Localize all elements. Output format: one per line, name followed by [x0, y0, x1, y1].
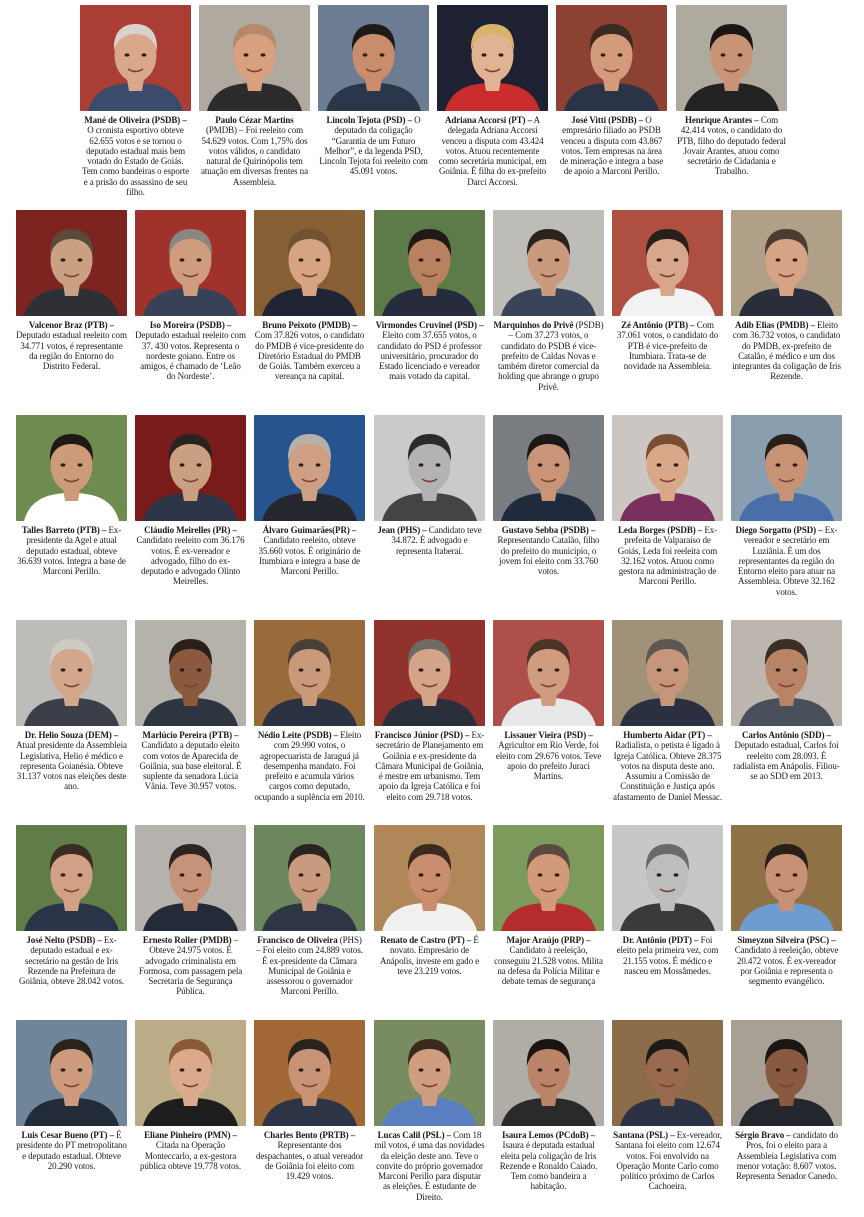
portrait-eye-right — [197, 258, 202, 261]
deputy-photo — [731, 620, 842, 726]
deputy-photo — [493, 210, 604, 316]
portrait-eye-left — [180, 1068, 185, 1071]
deputy-description: Isaura é deputada estadual eleita pela coligação de Iris Rezende e Ronaldo Caiado. Tem como bandeira a habitação. — [499, 1140, 598, 1192]
deputy-profile — [16, 620, 127, 792]
portrait-eye-right — [316, 463, 321, 466]
portrait-eye-right — [78, 873, 83, 876]
deputy-caption — [731, 525, 842, 597]
portrait-eye-left — [419, 668, 424, 671]
deputy-description: Representante dos despachantes, o atual vereador de Goiânia foi eleito com 19.429 votos. — [256, 1140, 363, 1182]
deputy-profile — [374, 620, 485, 802]
portrait-eye-right — [78, 668, 83, 671]
deputy-photo — [254, 620, 365, 726]
deputy-caption — [556, 115, 667, 177]
portrait-eye-right — [142, 53, 147, 56]
portrait-eye-right — [555, 668, 560, 671]
deputy-name: Francisco Júnior (PSD) – — [374, 730, 470, 740]
deputy-photo — [374, 415, 485, 521]
deputy-photo — [731, 210, 842, 316]
deputy-name: Adib Elias (PMDB) – — [735, 320, 815, 330]
portrait-eye-right — [793, 668, 798, 671]
deputy-photo — [254, 1020, 365, 1126]
deputy-name: Francisco de Oliveira — [257, 935, 338, 945]
deputy-name: Marlúcio Pereira (PTB) – — [142, 730, 239, 740]
deputy-description: O empresário filiado ao PSDB venceu a disputa com 43.867 votos. Tem empresas na área de mineração e integra a base de apoio a Marconi Perillo. — [559, 115, 664, 177]
deputy-description: Ex-deputado estadual e ex-secretário na gestão de Iris Rezende na Prefeitura de Goiânia, obteve 28.042 votos. — [18, 935, 125, 987]
deputy-caption — [135, 525, 246, 587]
deputy-photo — [374, 210, 485, 316]
deputy-name: Valcenor Braz (PTB) – — [28, 320, 115, 330]
deputy-description: Ex-vereador, Santana foi eleito com 12.674 votos. Foi envolvido na Operação Monte Carlo como político próximo de Carlos Cachoeira. — [615, 1130, 722, 1192]
deputy-profile — [676, 5, 787, 177]
portrait-eye-left — [180, 668, 185, 671]
deputy-description: Candidato teve 34.872. É advogado e representa Itaberaí. — [391, 525, 482, 556]
deputy-name: Lincoln Tejota (PSD) – — [326, 115, 412, 125]
deputy-profile — [612, 620, 723, 802]
deputy-photo — [556, 5, 667, 111]
deputy-caption — [612, 320, 723, 371]
deputy-name: Adriana Accorsi (PT) – — [444, 115, 532, 125]
portrait-eye-left — [180, 873, 185, 876]
deputy-photo — [374, 620, 485, 726]
portrait-eye-left — [776, 1068, 781, 1071]
deputy-caption — [731, 730, 842, 781]
deputy-description: (PHS) – Foi eleito com 24.889 votos. É ex-presidente da Câmara Municipal de Goiânia e assessorou o governador Marconi Perillo. — [256, 935, 363, 997]
portrait-eye-right — [78, 463, 83, 466]
deputy-name: Isaura Lemos (PCdoB) – — [501, 1130, 596, 1140]
deputy-caption — [80, 115, 191, 197]
deputy-caption — [374, 525, 485, 556]
portrait-eye-left — [180, 463, 185, 466]
deputy-photo — [374, 825, 485, 931]
deputy-name: Charles Bento (PRTB) – — [263, 1130, 356, 1140]
deputy-caption — [374, 935, 485, 976]
deputy-name: Jean (PHS) – — [377, 525, 427, 535]
deputy-description: Com 37.061 votos, o candidato do PTB é vice-prefeito de Itumbiara. Trata-se de novidade na Assembleia. — [616, 320, 719, 372]
deputy-description: Citada na Operação Monteccarlo, a ex-gestora pública obteve 19.778 votos. — [140, 1140, 241, 1171]
deputy-description: Foi eleito pela primeira vez, com 21.155 votos. É médico e nasceu em Mossâmedes. — [616, 935, 719, 976]
deputy-name: Álvaro Guimarães(PR) – — [262, 525, 357, 535]
deputy-description: É novato. Empresário de Anápolis, investe em gado e teve 23.219 votos. — [379, 935, 480, 976]
deputy-profile — [612, 415, 723, 587]
deputy-photo — [374, 1020, 485, 1126]
deputy-name: Lissauer Vieira (PSD) – — [504, 730, 593, 740]
portrait-eye-right — [618, 53, 623, 56]
deputy-name: Renato de Castro (PT) – — [380, 935, 472, 945]
deputy-description: Candidato reeleito com 36.176 votos. É ex-vereador e advogado, filho do ex-deputado e advogado Olinto Meirelles. — [136, 535, 245, 587]
portrait-eye-right — [197, 873, 202, 876]
deputy-caption — [16, 525, 127, 576]
deputy-photo — [254, 210, 365, 316]
portrait-eye-right — [436, 668, 441, 671]
deputy-photo — [731, 1020, 842, 1126]
deputy-photo — [16, 825, 127, 931]
deputy-description: Eleito com 36.732 votos, o candidato do PMDB, ex-prefeito de Catalão, é médico e um dos integrantes da coligação de Iris Rezende. — [732, 320, 841, 382]
deputy-name: Sérgio Bravo – — [735, 1130, 791, 1140]
deputy-photo — [731, 415, 842, 521]
deputy-profile — [254, 620, 365, 802]
portrait-eye-left — [419, 873, 424, 876]
portrait-eye-left — [299, 873, 304, 876]
portrait-eye-right — [738, 53, 743, 56]
portrait-eye-right — [793, 258, 798, 261]
deputy-photo — [493, 620, 604, 726]
deputy-description: Representando Catalão, filho do prefeito do município, o jovem foi eleito com 33.760 votos. — [497, 535, 600, 577]
deputy-photo — [16, 210, 127, 316]
deputy-profile — [493, 210, 604, 392]
deputy-caption — [16, 730, 127, 792]
deputy-caption — [135, 730, 246, 792]
deputy-profile — [612, 210, 723, 371]
deputy-photo — [612, 1020, 723, 1126]
deputy-description: Deputado estadual reeleito com 34.771 votos, é representante da região do Entorno do Distrito Federal. — [16, 330, 127, 372]
portrait-eye-left — [125, 53, 130, 56]
deputy-profile — [135, 210, 246, 382]
portrait-eye-right — [78, 1068, 83, 1071]
deputy-photo — [254, 415, 365, 521]
portrait-eye-left — [538, 668, 543, 671]
deputy-caption — [493, 525, 604, 576]
deputy-profile — [318, 5, 429, 177]
portrait-eye-left — [657, 463, 662, 466]
deputy-caption — [612, 935, 723, 976]
deputy-profile — [16, 415, 127, 576]
portrait-eye-left — [776, 668, 781, 671]
deputy-name: Marquinhos do Privê — [493, 320, 574, 330]
deputy-name: Santana (PSL) – — [613, 1130, 675, 1140]
deputy-caption — [437, 115, 548, 187]
deputy-name: Simeyzon Silveira (PSC) – — [737, 935, 836, 945]
portrait-eye-left — [538, 463, 543, 466]
deputy-description: Ex-secretário de Planejamento em Goiânia e ex-presidente da Câmara Municipal de Goiânia, é mestre em urbanismo. Tem apoio da Igreja Católica e foi eleito com 29.718 votos. — [375, 730, 485, 802]
deputy-photo — [493, 415, 604, 521]
portrait-eye-right — [674, 873, 679, 876]
deputy-photo — [612, 825, 723, 931]
deputy-description: O cronista esportivo obteve 62.655 votos e se tornou o deputado estadual mais bem votado do Estado de Goiás. Tem como bandeiras o esporte e a prisão do assassino de seu filho. — [81, 125, 190, 198]
deputy-profile — [493, 1020, 604, 1192]
portrait-eye-right — [78, 258, 83, 261]
portrait-eye-right — [261, 53, 266, 56]
deputy-photo — [612, 210, 723, 316]
deputy-name: Zé Antônio (PTB) – — [621, 320, 695, 330]
deputy-profile — [556, 5, 667, 177]
deputy-photo — [731, 825, 842, 931]
deputy-description: Atual presidente da Assembleia Legislativa, Helio é médico e representa Goianésia. Obteve 31.137 votos nas eleições deste ano. — [16, 740, 127, 792]
portrait-eye-right — [436, 1068, 441, 1071]
deputy-caption — [254, 730, 365, 802]
portrait-eye-left — [419, 463, 424, 466]
portrait-eye-right — [436, 873, 441, 876]
deputy-photo — [135, 415, 246, 521]
deputy-profile — [731, 620, 842, 781]
deputy-description: Eleito com 29.990 votos, o agropecuarista de Jaraguá já desempenha mandato. Foi prefeito e acumula vários cargos como deputado, ocupando a suplência em 2010. — [254, 730, 365, 802]
deputy-profile — [135, 1020, 246, 1171]
deputy-name: Virmondes Cruvinel (PSD) – — [375, 320, 484, 330]
deputy-name: Leda Borges (PSDB) – — [617, 525, 703, 535]
deputy-caption — [135, 1130, 246, 1171]
portrait-eye-left — [657, 668, 662, 671]
portrait-eye-right — [674, 1068, 679, 1071]
deputy-profile — [80, 5, 191, 197]
deputy-profile — [374, 210, 485, 382]
deputy-caption — [254, 935, 365, 997]
portrait-eye-left — [601, 53, 606, 56]
portrait-eye-right — [674, 258, 679, 261]
deputy-photo — [16, 620, 127, 726]
deputy-caption — [254, 1130, 365, 1181]
deputy-photo — [135, 210, 246, 316]
portrait-eye-left — [244, 53, 249, 56]
deputy-photo — [437, 5, 548, 111]
deputy-profile — [374, 1020, 485, 1202]
deputy-photo — [135, 825, 246, 931]
deputy-profile — [16, 825, 127, 986]
deputy-name: Diego Sorgatto (PSD) – — [735, 525, 823, 535]
portrait-eye-left — [419, 1068, 424, 1071]
deputy-name: Carlos Antônio (SDD) – — [741, 730, 832, 740]
portrait-eye-right — [197, 668, 202, 671]
deputy-description: (PMDB) – Foi reeleito com 54.629 votos. Com 1,75% dos votos válidos, o candidato natural de Quirinópolis tem atuação em diversas frentes na Assembleia. — [201, 125, 308, 187]
portrait-eye-left — [61, 258, 66, 261]
deputy-description: (PSDB) – Com 37.273 votos, o candidato do PSDB é vice-prefeito de Caldas Novas e também diretor comercial da holding que abrange o grupo Privê. — [497, 320, 604, 392]
deputy-profile — [374, 415, 485, 556]
portrait-eye-left — [538, 1068, 543, 1071]
portrait-eye-right — [555, 873, 560, 876]
portrait-eye-right — [793, 873, 798, 876]
deputy-profile — [374, 825, 485, 976]
deputy-name: Talles Barreto (PTB) – — [21, 525, 107, 535]
deputy-photo — [254, 825, 365, 931]
portrait-eye-left — [61, 1068, 66, 1071]
deputy-description: Candidato reeleito, obteve 35.660 votos. É originário de Itumbiara e integra a base de Marconi Perillo. — [258, 535, 361, 577]
portrait-eye-right — [316, 668, 321, 671]
portrait-eye-left — [61, 463, 66, 466]
deputy-profile — [135, 620, 246, 792]
deputy-profile — [135, 415, 246, 587]
portrait-eye-right — [316, 1068, 321, 1071]
deputy-name: Gustavo Sebba (PSDB) – — [501, 525, 596, 535]
deputy-caption — [612, 525, 723, 587]
deputy-name: Cláudio Meirelles (PR) – — [144, 525, 237, 535]
deputy-caption — [318, 115, 429, 177]
deputy-description: Ex-vereador e secretário em Luziânia. É um dos representantes da região do Entorno eleito para atuar na Assembleia. Obteve 32.162 votos. — [737, 525, 838, 597]
portrait-eye-right — [316, 258, 321, 261]
deputy-description: É presidente do PT metropolitano e deputado estadual. Obteve 20.290 votos. — [16, 1130, 127, 1171]
portrait-eye-right — [793, 463, 798, 466]
deputy-description: Com 42.414 votos, o candidato do PTB, filho do deputado federal Jovair Arantes, atuou como secretário de Cidadania e Trabalho. — [677, 115, 786, 177]
deputy-photo — [16, 415, 127, 521]
portrait-eye-left — [61, 873, 66, 876]
deputy-profile — [612, 825, 723, 976]
deputy-description: Candidato a deputado eleito com votos de Aparecida de Goiânia, sua base eleitoral. É suplente da senadora Lúcia Vânia. Teve 30.957 votos. — [139, 740, 242, 792]
portrait-eye-left — [776, 463, 781, 466]
deputy-caption — [16, 935, 127, 986]
deputy-description: Ex-presidente da Agel e atual deputado estadual, obteve 36.639 votos. Integra a base de Marconi Perillo. — [17, 525, 126, 577]
portrait-eye-left — [299, 668, 304, 671]
deputy-description: candidato do Pros, foi o eleito para a Assembleia Legislativa com menor votação: 8.607 votos. Representa Senador Canedo. — [735, 1130, 838, 1182]
portrait-eye-left — [538, 258, 543, 261]
deputy-profile — [493, 415, 604, 576]
portrait-eye-right — [197, 1068, 202, 1071]
deputy-caption — [731, 320, 842, 382]
deputy-caption — [493, 1130, 604, 1192]
portrait-eye-right — [674, 463, 679, 466]
deputy-name: Mané de Oliveira (PSDB) – — [84, 115, 187, 125]
portrait-eye-right — [555, 463, 560, 466]
deputy-caption — [731, 1130, 842, 1181]
deputy-description: – Obteve 24.975 votos. É advogado criminalista em Formosa, com passagem pela Secretaria de Segurança Pública. — [138, 935, 243, 997]
deputy-description: Ex-prefeita de Valparaíso de Goiás, Leda foi reeleita com 32.162 votos. Atuou como gestora na administração de Marconi Perillo. — [617, 525, 718, 587]
portrait-eye-left — [299, 1068, 304, 1071]
deputy-profile — [254, 415, 365, 576]
deputy-name: Ernesto Roller (PMDB) — [142, 935, 232, 945]
deputy-profile — [731, 825, 842, 986]
portrait-eye-left — [61, 668, 66, 671]
deputy-profile — [254, 825, 365, 997]
deputy-caption — [135, 935, 246, 997]
deputy-caption — [374, 730, 485, 802]
deputy-name: Eliane Pinheiro (PMN) – — [144, 1130, 237, 1140]
deputy-caption — [493, 935, 604, 986]
portrait-eye-left — [482, 53, 487, 56]
deputy-caption — [612, 1130, 723, 1192]
deputy-description: A delegada Adriana Accorsi venceu a disputa com 43.424 votos. Atuou recentemente como secretária municipal, em Goiânia. É filha do ex-prefeito Darci Accorsi. — [438, 115, 547, 187]
portrait-eye-right — [380, 53, 385, 56]
deputy-photo — [676, 5, 787, 111]
deputy-photo — [199, 5, 310, 111]
deputy-description: Agricultor em Rio Verde, foi eleito com 29.676 votos. Teve apoio do prefeito Juraci Martins. — [495, 740, 602, 782]
portrait-eye-left — [657, 873, 662, 876]
portrait-eye-left — [776, 258, 781, 261]
deputy-caption — [374, 1130, 485, 1202]
portrait-eye-left — [419, 258, 424, 261]
deputy-profile — [612, 1020, 723, 1192]
deputy-profile — [135, 825, 246, 997]
deputy-description: Eleito com 37.655 votos, o candidato do PSD é professor universitário, procurador do Estado licenciado e vereador mais votado da capital. — [377, 330, 482, 382]
deputy-caption — [493, 730, 604, 781]
portrait-eye-left — [538, 873, 543, 876]
deputy-name: Iso Moreira (PSDB) – — [149, 320, 232, 330]
deputy-profile — [254, 1020, 365, 1181]
deputy-photo — [80, 5, 191, 111]
portrait-eye-right — [499, 53, 504, 56]
portrait-eye-left — [657, 1068, 662, 1071]
deputy-profile — [254, 210, 365, 382]
portrait-eye-right — [555, 1068, 560, 1071]
deputy-caption — [135, 320, 246, 382]
deputy-name: Bruno Peixoto (PMDB) – — [262, 320, 357, 330]
deputy-description: Deputado estadual reeleito com 37. 430 votos. Representa o nordeste goiano. Entre os amigos, é chamado de ‘Leão do Nordeste’. — [135, 330, 246, 382]
deputy-description: Deputado estadual, Carlos foi reeleito com 28.093. É radialista em Anápolis. Filiou-se ao SDD em 2013. — [733, 740, 840, 782]
deputy-profile — [493, 620, 604, 781]
portrait-eye-right — [793, 1068, 798, 1071]
deputy-profile — [16, 210, 127, 371]
deputy-name: Major Araújo (PRP) – — [506, 935, 591, 945]
deputy-profile — [731, 1020, 842, 1181]
deputy-name: Henrique Arantes – — [684, 115, 759, 125]
deputy-profile — [731, 415, 842, 597]
deputy-caption — [612, 730, 723, 802]
deputy-photo — [493, 825, 604, 931]
deputy-photo — [493, 1020, 604, 1126]
deputy-profile — [16, 1020, 127, 1171]
deputy-caption — [199, 115, 310, 187]
deputy-description: O deputado da coligação “Garantia de um Futuro Melhor”, e da legenda PSD, Lincoln Tejota foi reeleito com 45.091 votos. — [319, 115, 428, 177]
deputy-name: Humberto Aidar (PT) – — [623, 730, 712, 740]
portrait-eye-left — [363, 53, 368, 56]
portrait-eye-left — [776, 873, 781, 876]
deputy-photo — [16, 1020, 127, 1126]
deputy-photo — [135, 1020, 246, 1126]
deputy-profile — [437, 5, 548, 187]
deputy-description: Candidato à reeleição, obteve 20.472 votos. É ex-vereador por Goiânia e representa o segmento evangélico. — [734, 945, 839, 987]
deputy-name: Luis Cesar Bueno (PT) – — [21, 1130, 114, 1140]
deputy-description: Com 18 mil votos, é uma das novidades da eleição deste ano. Teve o convite do próprio governador Marconi Perillo para disputar as eleições. É estudante de Direito. — [374, 1130, 485, 1202]
deputy-caption — [731, 935, 842, 986]
deputy-name: Nédio Leite (PSDB) – — [257, 730, 339, 740]
deputy-description: Radialista, o petista é ligado à Igreja Católica. Obteve 28.375 votos na disputa deste ano. Assumiu a Comissão de Constituição e Justiça após afastamento de Daniel Messac. — [612, 740, 723, 802]
portrait-eye-left — [299, 463, 304, 466]
deputy-description: Com 37.826 votos, o candidato do PMDB é vice-presidente do Diretório Estadual do PMDB de Goiás. Também exerceu a vereança na capital. — [254, 330, 365, 382]
deputy-caption — [16, 1130, 127, 1171]
portrait-eye-left — [721, 53, 726, 56]
deputy-photo — [612, 620, 723, 726]
deputy-name: Dr. Antônio (PDT) – — [622, 935, 699, 945]
deputy-caption — [254, 525, 365, 576]
portrait-eye-left — [180, 258, 185, 261]
deputy-profile — [493, 825, 604, 986]
deputy-name: Lucas Calil (PSL) – — [377, 1130, 452, 1140]
deputy-caption — [493, 320, 604, 392]
deputy-description: Candidato à reeleição, conseguiu 21.528 votos. Milita na defesa da Polícia Militar e debate temas de segurança — [494, 945, 603, 987]
deputy-profile — [199, 5, 310, 187]
deputy-name: José Nelto (PSDB) – — [26, 935, 102, 945]
portrait-eye-right — [197, 463, 202, 466]
deputy-name: Dr. Helio Souza (DEM) – — [24, 730, 119, 740]
deputy-caption — [374, 320, 485, 382]
portrait-eye-left — [657, 258, 662, 261]
portrait-eye-left — [299, 258, 304, 261]
portrait-eye-right — [674, 668, 679, 671]
deputy-name: José Vitti (PSDB) – — [571, 115, 644, 125]
portrait-eye-right — [555, 258, 560, 261]
deputy-caption — [16, 320, 127, 371]
deputy-profile — [731, 210, 842, 382]
deputy-caption — [676, 115, 787, 177]
deputy-photo — [612, 415, 723, 521]
portrait-eye-right — [316, 873, 321, 876]
deputy-name: Paulo Cézar Martins — [215, 115, 294, 125]
portrait-eye-right — [436, 258, 441, 261]
deputy-photo — [135, 620, 246, 726]
deputy-photo — [318, 5, 429, 111]
deputy-caption — [254, 320, 365, 382]
portrait-eye-right — [436, 463, 441, 466]
